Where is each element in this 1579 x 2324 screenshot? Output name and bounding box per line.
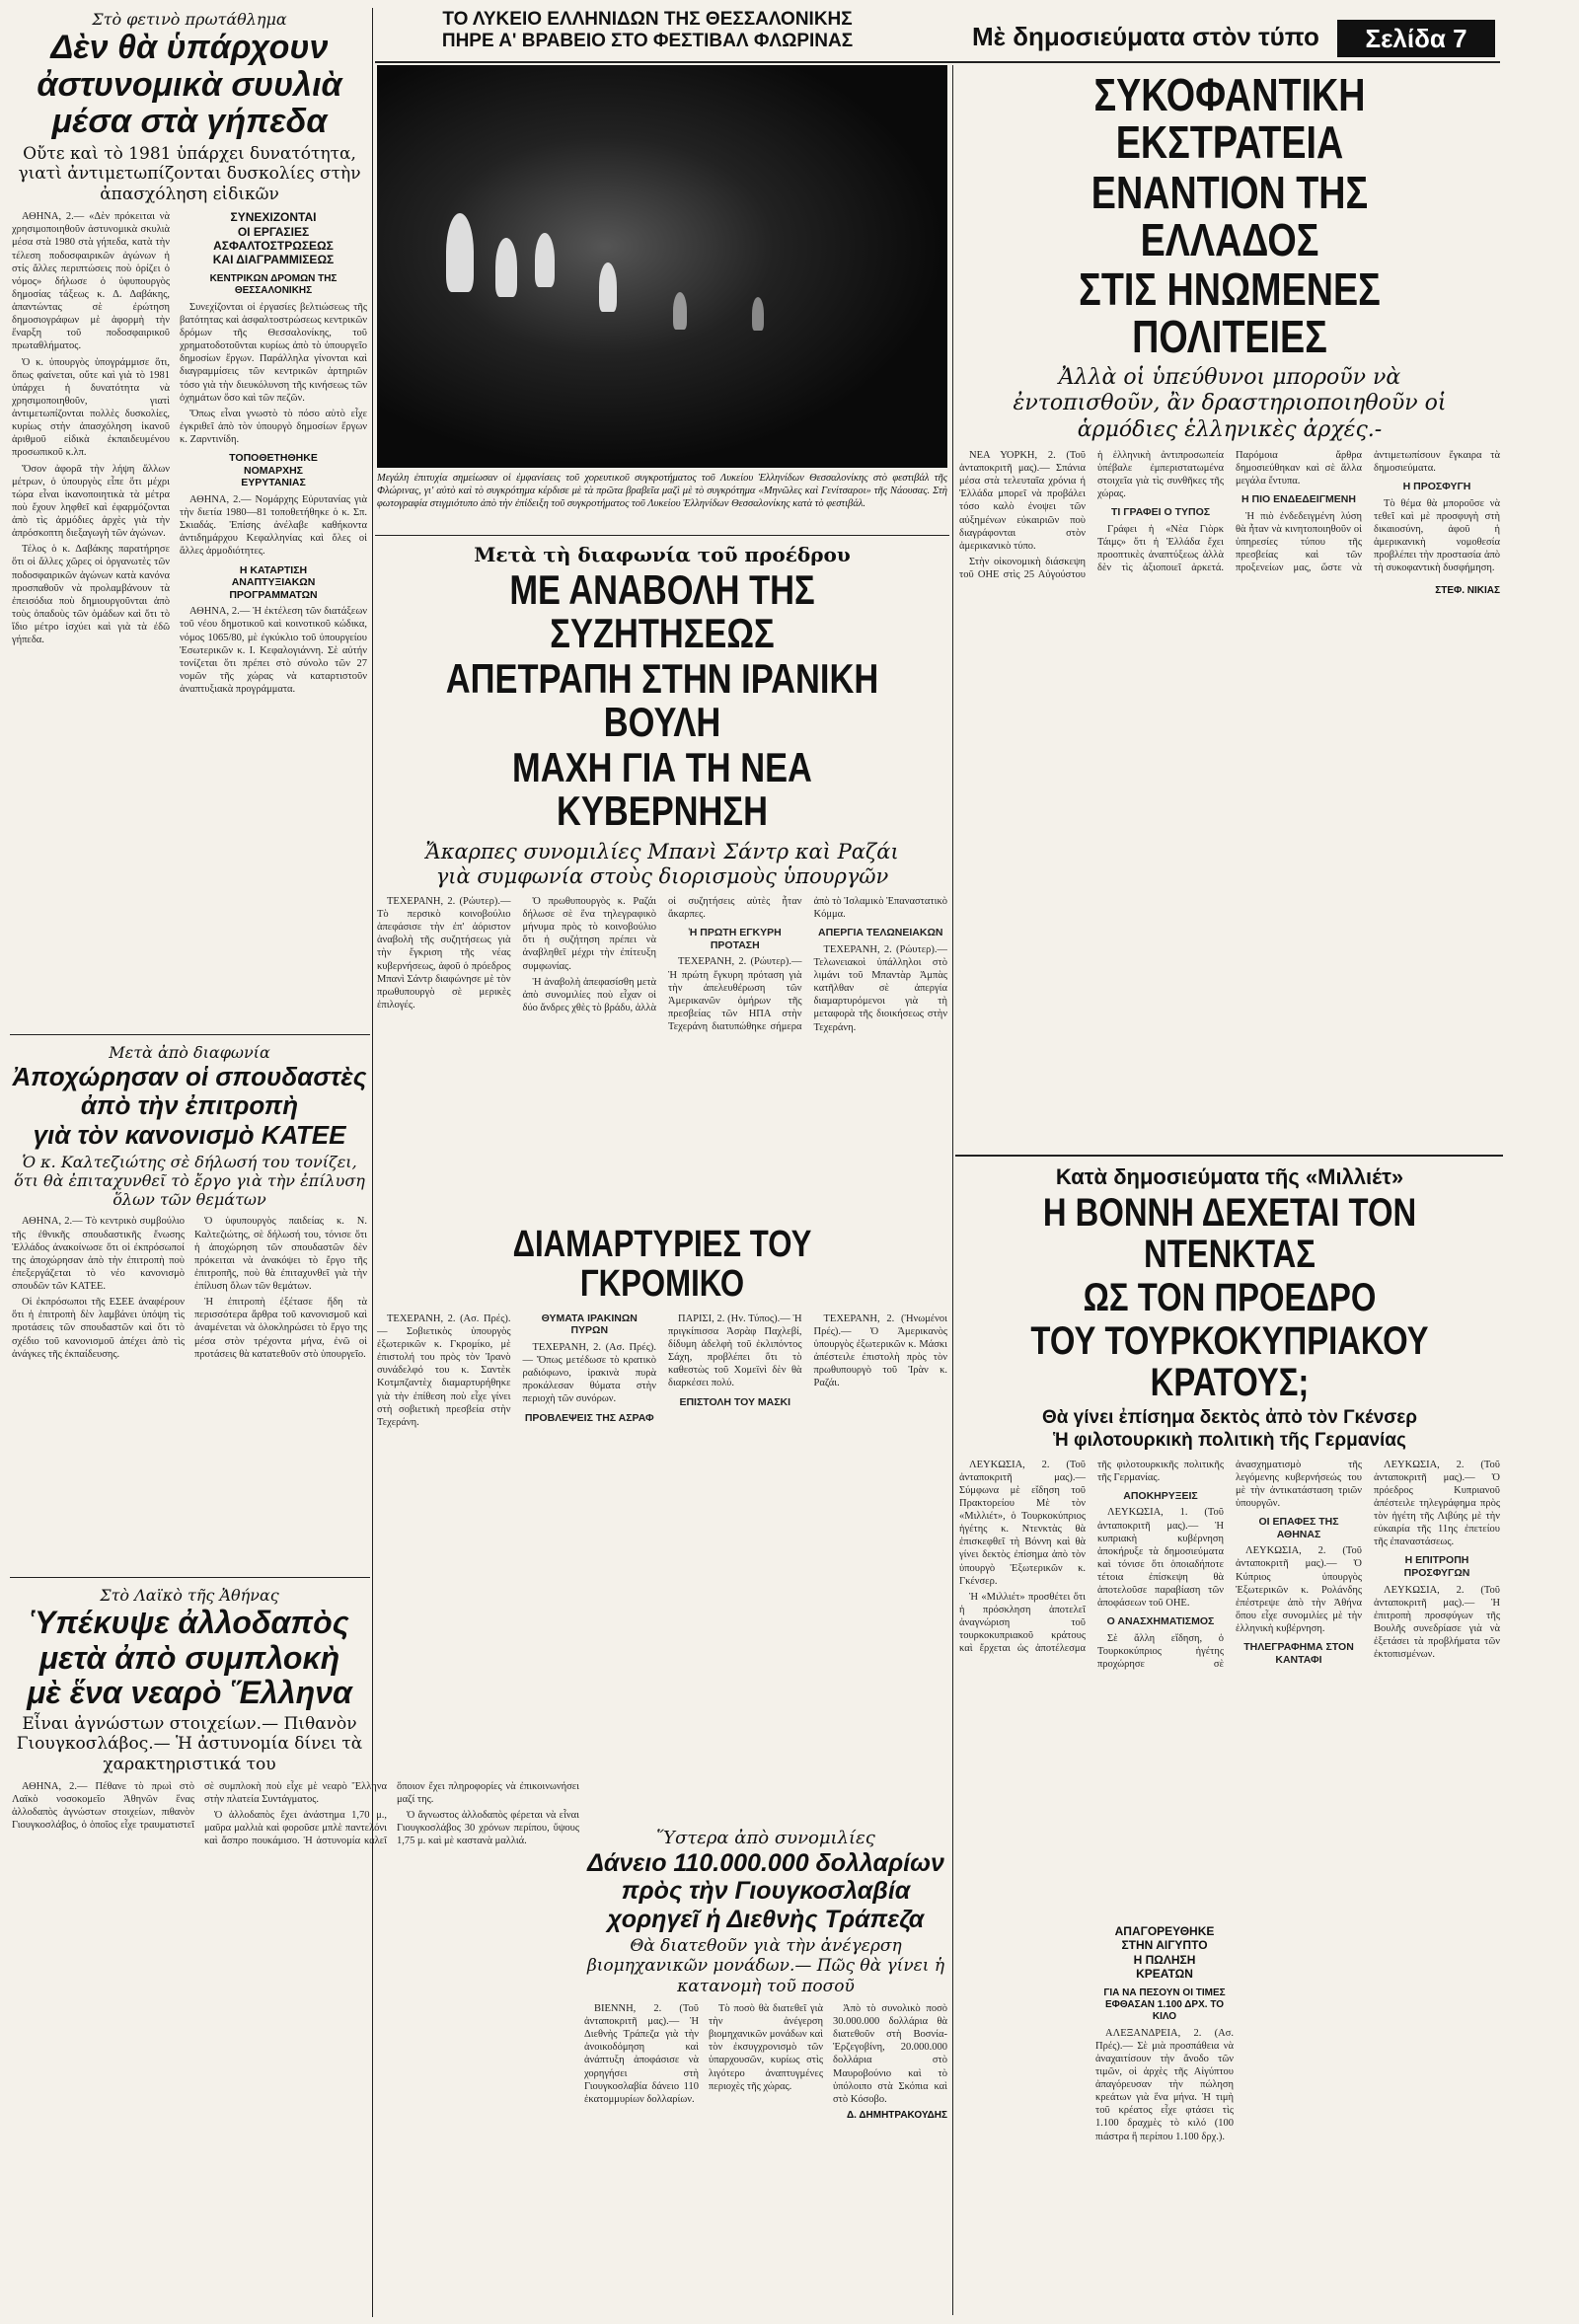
loan-author: Δ. ΔΗΜΗΤΡΑΚΟΥΔΗΣ xyxy=(846,2109,947,2121)
works-headline-line4: ΚΑΙ ΔΙΑΓΡΑΜΜΙΣΕΩΣ xyxy=(212,253,335,267)
loan-headline-line3: χορηγεῖ ἡ Διεθνὴς Τράπεζα xyxy=(607,1905,925,1933)
campaign-inner-heading: ΤΙ ΓΡΑΦΕΙ Ο ΤΥΠΟΣ xyxy=(1110,506,1211,519)
denktash-kicker: Κατὰ δημοσιεύματα τῆς «Μιλλιέτ» xyxy=(1055,1164,1404,1189)
denktash-inner-heading: Η ΕΠΙΤΡΟΠΗ ΠΡΟΣΦΥΓΩΝ xyxy=(1403,1554,1470,1580)
campaign-paragraph: ΝΕΑ ΥΟΡΚΗ, 2. (Τοῦ ἀνταποκριτῆ μας).— Σπάνια μέσα στὰ τελευταῖα χρόνια ἡ Ἑλλάδα μπορεῖ νὰ προβάλει τόσο καλὸ ἐνοψει τῶν αὐξημένων εὐκαιριῶν ποὺ διαγράφονται στὸν ἀμερικανικὸ τύπο. xyxy=(959,449,1086,552)
denktash-paragraph: Ἡ «Μιλλιέτ» προσθέτει ὅτι ἡ πρόσκληση ἀποτελεῖ ἀναγνώριση τοῦ τουρκοκυπριακοῦ κράτους καὶ ἔρχεται ὡς ἀποτέλεσμα τῆς φιλοτουρκικῆς πολιτικῆς τῆς Γερμανίας. xyxy=(959,1459,1224,1655)
campaign-article xyxy=(959,69,1500,1150)
center-header xyxy=(377,8,918,57)
campaign-inner-heading: Η ΠΙΟ ΕΝΔΕΔΕΙΓΜΕΝΗ xyxy=(1241,493,1356,506)
stadium-headline-line1: Δὲν θὰ ὑπάρχουν xyxy=(50,29,329,66)
loan-headline-line2: πρὸς τὴν Γιουγκοσλαβία xyxy=(621,1877,911,1906)
gromyko-paragraph: ΤΕΧΕΡΑΝΗ, 2. (Ασ. Πρές).— Ὅπως μετέδωσε τὸ κρατικὸ ραδιόφωνο, ἰρακινὰ πυρὰ προκάλεσαν θύματα στὴν περιοχὴ τῶν συνόρων. xyxy=(522,1341,656,1405)
meat-headline-line2: ΣΤΗΝ ΑΙΓΥΠΤΟ xyxy=(1121,1938,1208,1953)
denktash-paragraph: ΛΕΥΚΩΣΙΑ, 1. (Τοῦ ἀνταποκριτῆ μας).— Ἡ κυπριακὴ κυβέρνηση ἀποκήρυξε τὰ δημοσιεύματα καὶ τόνισε ὅτι ὁποιαδήποτε τέτοια ἐπίσκεψη θὰ ἀποτελοῦσε παραβίαση τῶν ἀποφάσεων τοῦ ΟΗΕ. xyxy=(1097,1507,1224,1610)
stadium-headline-line3: μέσα στὰ γήπεδα xyxy=(51,103,328,141)
header-rule xyxy=(375,61,1500,63)
students-kicker: Μετὰ ἀπὸ διαφωνία xyxy=(109,1043,270,1062)
festival-title-line1: ΤΟ ΛΥΚΕΙΟ ΕΛΛΗΝΙΔΩΝ ΤΗΣ ΘΕΣΣΑΛΟΝΙΚΗΣ xyxy=(442,9,853,30)
meat-headline-line4: ΚΡΕΑΤΩΝ xyxy=(1136,1967,1193,1982)
stadium-paragraph: ΑΘΗΝΑ, 2.— «Δὲν πρόκειται νὰ χρησιμοποιηθοῦν ἀστυνομικὰ σκυλιὰ μέσα στὰ 1980 στὰ γήπεδα, κατὰ τὴν τέλεση ποδοσφαιρικῶν ἀγώνων ἡ στίς ἄλλες περιπτώσεις ποὺ ὁρίζει ὁ νόμος» δήλωσε ὁ ὑφυπουργὸς δημοσίας τάξεως κ. Δ. Δαβάκης, ἀπαντώντας σὲ ἐρώτηση δημοσιογράφων μὲ ἀφορμὴ τὴν ἔναρξη τοῦ ποδοσφαιρικοῦ πρωταθλήματος. xyxy=(12,211,170,352)
prefect-headline-line3: ΕΥΡΥΤΑΝΙΑΣ xyxy=(241,477,306,489)
meat-headline-line3: Η ΠΩΛΗΣΗ xyxy=(1133,1952,1196,1967)
campaign-paragraph: Στὴν οἰκονομικὴ διάσκεψη τοῦ ΟΗΕ στὶς 25 Αὐγούστου ἡ ἑλληνικὴ ἀντιπροσωπεία ὑπέβαλε ἐμπεριστατωμένα στοιχεῖα γιὰ τὶς συνθῆκες τῆς χώρας. xyxy=(959,449,1224,581)
iran-headline-line3: ΜΑΧΗ ΓΙΑ ΤΗ ΝΕΑ ΚΥΒΕΡΝΗΣΗ xyxy=(512,744,812,835)
dancer-figure xyxy=(599,262,617,312)
meat-paragraph: ΑΛΕΞΑΝΔΡΕΙΑ, 2. (Ασ. Πρές).— Σὲ μιὰ προσπάθεια νὰ ἀναχαιτίσουν τὴν ἄνοδο τῶν τιμῶν, οἱ ἀρχὲς τῆς Αἰγύπτου ἀπαγόρευσαν τὴν πώληση κρεάτων γιὰ ἕνα μήνα. Ἡ τιμὴ τοῦ κρέατος εἶχε φτάσει τὶς 1.100 δραχμὲς τὸ κιλό (100 πιάστρα ἢ περίπου 1.100 δρχ.). xyxy=(1095,2027,1234,2142)
gromyko-article xyxy=(377,1224,947,1697)
foreigner-headline-line3: μὲ ἕνα νεαρὸ Ἕλληνα xyxy=(27,1675,352,1711)
denktash-headline-line3: ΤΟΥ ΤΟΥΡΚΟΚΥΠΡΙΑΚΟΥ ΚΡΑΤΟΥΣ; xyxy=(1030,1319,1429,1404)
works-headline-line1: ΣΥΝΕΧΙΖΟΝΤΑΙ xyxy=(230,210,317,225)
iran-paragraph: ΤΕΧΕΡΑΝΗ, 2. (Ρώυτερ).— Ἡ πρώτη ἔγκυρη πρόταση γιὰ τὴν ἀπελευθέρωση τῶν Ἀμερικανῶν ὁμήρων τῆς πρεσβείας τῶν ΗΠΑ στὴν Τεχεράνη διατυπώθηκε σήμερα ἀπὸ τὸ Ἰσλαμικὸ Ἐπαναστατικὸ Κόμμα. xyxy=(668,895,947,1032)
foreigner-headline-line2: μετὰ ἀπὸ συμπλοκὴ xyxy=(38,1639,340,1676)
iran-subhead-line2: γιὰ συμφωνία στοὺς διορισμοὺς ὑπουργῶν xyxy=(435,863,889,888)
dancer-figure xyxy=(752,297,764,331)
foreigner-paragraph: Ὁ ἄγνωστος ἀλλοδαπὸς φέρεται νὰ εἶναι Γιουγκοσλάβος 30 χρόνων περίπου, ὕψους 1,75 μ. καὶ μὲ καστανὰ μαλλιά. xyxy=(397,1810,579,1847)
loan-kicker: Ὕστερα ἀπὸ συνομιλίες xyxy=(656,1828,875,1848)
students-paragraph: ΑΘΗΝΑ, 2.— Τὸ κεντρικὸ συμβούλιο τῆς ἐθνικῆς σπουδαστικῆς ἕνωσης Ἑλλάδος ἀνακοίνωσε ὅτι οἱ ἐκπρόσωποί της ἀποχώρησαν ἀπὸ τὴν ἐπιτροπὴ ποὺ ἐπεξεργάζεται τὸ νέο κανονισμὸ σπουδῶν τῶν ΚΑΤΕΕ. xyxy=(12,1216,185,1293)
iran-paragraph: ΤΕΧΕΡΑΝΗ, 2. (Ρώυτερ).— Τελωνειακοὶ ὑπάλληλοι στὸ λιμάνι τοῦ Μπαντὰρ Ἀμπὰς κατῆλθαν σὲ ἀπεργία διαμαρτυρόμενοι γιὰ τὴ μεταφορὰ τῆς διοικήσεως στὴν Τεχεράνη. xyxy=(813,943,947,1033)
campaign-body xyxy=(959,449,1500,581)
loan-article xyxy=(584,1826,947,2319)
stadium-kicker: Στὸ φετινὸ πρωτάθλημα xyxy=(92,10,287,29)
stadium-headline-line2: ἀστυνομικὰ συυλιὰ xyxy=(37,65,342,104)
loan-paragraph: Τὸ ποσὸ θὰ διατεθεῖ γιὰ τὴν ἀνέγερση βιομηχανικῶν μονάδων καὶ τὸν ἐκσυγχρονισμὸ τῶν ὑπαρχουσῶν, κυρίως στὶς λιγότερο ἀναπτυγμένες περιοχὲς τῆς χώρας. xyxy=(709,2002,823,2092)
iran-inner-heading: Ἡ ΠΡΩΤΗ ΕΓΚΥΡΗ ΠΡΟΤΑΣΗ xyxy=(688,927,782,951)
stadium-paragraph: Τέλος ὁ κ. Δαβάκης παρατήρησε ὅτι οἱ ἄλλες χῶρες οἱ ὀργανωτὲς τῶν ποδοσφαιρικῶν ἀγώνων κατὰ κανόνα προσπαθοῦν νὰ προλαμβάνουν τὰ ἐπεισόδια ποὺ δημιουργοῦνται ἀπὸ τοὺς ὀπαδοὺς τῶν ὁμάδων καὶ ὅτι τὸ ἴδιο μέτρο ἰσχύει καὶ γιὰ τὰ ἐδῶ γήπεδα. xyxy=(12,544,170,646)
loan-headline-line1: Δάνειο 110.000.000 δολλαρίων xyxy=(587,1849,944,1877)
loan-paragraph: ΒΙΕΝΝΗ, 2. (Τοῦ ἀνταποκριτῆ μας).— Ἡ Διεθνὴς Τράπεζα γιὰ τὴν ἀνοικοδόμηση καὶ ἀνάπτυξη ἀποφάσισε νὰ χορηγήσει στὴ Γιουγκοσλαβία δάνειο 110 ἑκατομμυρίων δολλαρίων. xyxy=(584,2002,699,2105)
gromyko-headline: ΔΙΑΜΑΡΤΥΡΙΕΣ ΤΟΥ ΓΚΡΟΜΙΚΟ xyxy=(512,1224,812,1305)
loan-body xyxy=(584,2002,947,2106)
foreigner-body xyxy=(12,1780,579,1848)
gromyko-paragraph: ΠΑΡΙΣΙ, 2. (Ην. Τύπος).— Ἡ πριγκίπισσα Ἀσρὰφ Παχλεβί, δίδυμη ἀδελφὴ τοῦ ἐκλιπόντος Σάχη, προβλέπει ὅτι τὸ καθεστὼς τοῦ Χομεϊνὶ δὲν θὰ διαρκέσει πολύ. xyxy=(668,1312,802,1389)
iran-subhead-line1: Ἄκαρπες συνομιλίες Μπανὶ Σάντρ καὶ Ραζάι xyxy=(425,839,899,863)
denktash-subhead-line1: Θὰ γίνει ἐπίσημα δεκτὸς ἀπὸ τὸν Γκένσερ xyxy=(1041,1407,1418,1428)
works-article xyxy=(180,210,367,699)
section-rule xyxy=(10,1034,370,1035)
programs-paragraph: ΑΘΗΝΑ, 2.— Ἡ ἐκτέλεση τῶν διατάξεων τοῦ νέου δημοτικοῦ καὶ κοινοτικοῦ κώδικα, νόμος 1065/80, μὲ ἐγκύκλιο τοῦ ὑπουργείου Ἐσωτερικῶν κ. Ι. Κεφαλογιάννη. Σὲ αὐτήν τονίζεται ὅτι πρέπει στὸ σύνολο τῶν 27 νομῶν τῆς χώρας νὰ καταρτιστοῦν ἀναπτυξιακὰ προγράμματα. xyxy=(180,606,367,696)
campaign-paragraph: Τὸ θέμα θὰ μποροῦσε νὰ τεθεῖ καὶ μὲ προσφυγὴ στὴ δικαιοσύνη, ἀφοῦ ἡ ἀμερικανικὴ νομοθεσία προβλέπει τὴν προστασία ἀπὸ τὴ συκοφαντικὴ δυσφήμηση. xyxy=(1374,497,1500,574)
students-headline-line2: ἀπὸ τὴν ἐπιτροπὴ xyxy=(80,1090,299,1121)
dancer-figure xyxy=(673,292,687,330)
column-rule xyxy=(952,65,953,2315)
students-paragraph: Ἡ ἐπιτροπὴ ἐξέτασε ἤδη τὰ περισσότερα ἄρθρα τοῦ κανονισμοῦ καὶ ἀναμένεται νὰ ὁλοκληρώσει τὸ ἔργο της μέσα στὸν τρέχοντα μήνα, ἐνῶ οἱ προτάσεις θὰ κατατεθοῦν στὸ ὑπουργεῖο. xyxy=(194,1297,367,1360)
campaign-headline-line2: ΕΝΑΝΤΙΟΝ ΤΗΣ ΕΛΛΑΔΟΣ xyxy=(1090,166,1369,265)
photo-caption: Μεγάλη ἐπιτυχία σημείωσαν οἱ ἐμφανίσεις τοῦ χορευτικοῦ συγκροτήματος τοῦ Λυκείου Ἑλληνίδων Θεσσαλονίκης στὸ φεστιβάλ τῆς Φλώρινας, γι' αὐτὸ καὶ τὸ συγκρότημα κέρδισε μὲ τὰ πρῶτα βραβεῖα μαζὶ μὲ τὸ συγκρότημα «Μηνῶλες καὶ Γενίτσαροι» τῆς Νάουσας. Στὴ φωτογραφία στιγμιότυπο ἀπὸ τὴν ἐπίδειξη τοῦ συγκροτήματος τοῦ Λυκείου Ἑλληνίδων Θεσσαλονίκης κατὰ τὸ φεστιβάλ. xyxy=(377,473,947,510)
denktash-paragraph: ΛΕΥΚΩΣΙΑ, 2. (Τοῦ ἀνταποκριτῆ μας).— Ἡ ἐπιτροπὴ προσφύγων τῆς Βουλῆς συνεδρίασε γιὰ νὰ ἐξετάσει τὰ προβλήματα τῶν ἐκτοπισμένων. xyxy=(1374,1584,1500,1661)
denktash-paragraph: ΛΕΥΚΩΣΙΑ, 2. (Τοῦ ἀνταποκριτῆ μας).— Σύμφωνα μὲ εἴδηση τοῦ Πρακτορείου Μὲ τὸν «Μιλλιέτ», ὁ Τουρκοκύπριος ἡγέτης κ. Ντενκτὰς θὰ ἐπισκεφθεῖ τὴ Βόννη καὶ θὰ γίνει δεκτὸς ἐπίσημα ἀπὸ τὸν ὑπουργὸ Ἐξωτερικῶν κ. Γκένσερ. xyxy=(959,1459,1086,1587)
prefect-headline-line2: ΝΟΜΑΡΧΗΣ xyxy=(244,464,303,477)
section-rule xyxy=(375,535,949,536)
iran-paragraph: Ἡ ἀναβολὴ ἀπεφασίσθη μετὰ ἀπὸ συνομιλίες ποὺ εἶχαν οἱ δύο ἄνδρες χθὲς τὸ βράδυ, ἀλλὰ οἱ συζητήσεις αὐτὲς ἦταν ἄκαρπες. xyxy=(522,895,802,1013)
programs-headline-line1: Η ΚΑΤΑΡΤΙΣΗ xyxy=(239,563,308,576)
students-article xyxy=(12,1041,367,1574)
loan-subhead: Θὰ διατεθοῦν γιὰ τὴν ἀνέγερση βιομηχανικῶν μονάδων.— Πῶς θὰ γίνει ἡ κατανομὴ τοῦ ποσοῦ xyxy=(586,1935,945,1996)
meat-article xyxy=(1095,1924,1234,2319)
gromyko-inner-heading: ΘΥΜΑΤΑ ΙΡΑΚΙΝΩΝ ΠΥΡΩΝ xyxy=(541,1312,638,1337)
gromyko-paragraph: ΤΕΧΕΡΑΝΗ, 2. (Ασ. Πρές).— Σοβιετικὸς ὑπουργὸς ἐξωτερικῶν κ. Γκρομίκο, μὲ ἐπιστολή του πρὸς τὸν Ἰρανὸ συνάδελφό του κ. Σαντὲκ Κοτμπζαντὲχ διαμαρτυρήθηκε γιὰ τὴν ἐπίθεση ποὺ εἶχε γίνει στὴ σοβιετικὴ πρεσβεία στὴν Τεχεράνη. xyxy=(377,1312,511,1428)
stadium-body xyxy=(12,210,170,699)
foreigner-kicker: Στὸ Λαϊκὸ τῆς Ἀθήνας xyxy=(100,1586,279,1605)
iran-headline-line2: ΑΠΕΤΡΑΠΗ ΣΤΗΝ ΙΡΑΝΙΚΗ ΒΟΥΛΗ xyxy=(445,655,879,746)
iran-body xyxy=(377,895,947,1034)
iran-paragraph: ΤΕΧΕΡΑΝΗ, 2. (Ρώυτερ).— Τὸ περσικὸ κοινοβούλιο ἀπεφάσισε τὴν ἐπ' ἀόριστον ἀναβολὴ τῆς συζητήσεως γιὰ τὴν ἔγκριση τῆς νέας κυβερνήσεως, ἀφοῦ ὁ πρόεδρος Μπανὶ Σάντρ διαφώνησε μὲ τὸν πρωθυπουργὸ σὲ μερικὲς ἐπιλογές. xyxy=(377,895,511,1011)
denktash-inner-heading: ΑΠΟΚΗΡΥΞΕΙΣ xyxy=(1123,1489,1198,1502)
students-headline-line1: Ἀποχώρησαν οἱ σπουδαστὲς xyxy=(12,1062,367,1091)
press-label: Μὲ δημοσιεύματα στὸν τύπο xyxy=(972,22,1319,51)
meat-subhead: ΓΙΑ ΝΑ ΠΕΣΟΥΝ ΟΙ ΤΙΜΕΣ ΕΦΘΑΣΑΝ 1.100 ΔΡΧ. ΤΟ ΚΙΛΟ xyxy=(1103,1987,1226,2022)
stadium-subhead: Οὔτε καὶ τὸ 1981 ὑπάρχει δυνατότητα, γιατὶ ἀντιμετωπίζονται δυσκολίες στὴν ἀπασχόληση εἰδικῶν xyxy=(18,144,361,204)
iran-inner-heading: ΑΠΕΡΓΙΑ ΤΕΛΩΝΕΙΑΚΩΝ xyxy=(818,927,943,939)
denktash-inner-heading: ΤΗΛΕΓΡΑΦΗΜΑ ΣΤΟΝ ΚΑΝΤΑΦΙ xyxy=(1243,1641,1354,1666)
students-subhead: Ὁ κ. Καλτεζιώτης σὲ δήλωσή του τονίζει, ὅτι θὰ ἐπιταχυνθεῖ τὸ ἔργο γιὰ τὴν ἐπίλυση ὅλων τῶν θεμάτων xyxy=(14,1152,365,1210)
prefect-headline-line1: ΤΟΠΟΘΕΤΗΘΗΚΕ xyxy=(229,452,318,465)
iran-paragraph: Ὁ πρωθυπουργὸς κ. Ραζάι δήλωσε σὲ ἕνα τηλεγραφικὸ μήνυμα πρὸς τὸ κοινοβούλιο ὅτι ἡ συζήτηση πρέπει νὰ ἀναβληθεῖ μέχρι τὴν ἐπίτευξη συμφωνίας. xyxy=(522,895,656,972)
gromyko-inner-heading: ΕΠΙΣΤΟΛΗ ΤΟΥ ΜΑΣΚΙ xyxy=(679,1395,791,1408)
denktash-headline-line1: Η ΒΟΝΝΗ ΔΕΧΕΤΑΙ ΤΟΝ ΝΤΕΝΚΤΑΣ xyxy=(1042,1191,1417,1276)
campaign-paragraph: Γράφει ἡ «Νὲα Γιὸρκ Τάιμς» ὅτι ἡ Ἑλλάδα ἔχει προοπτικὲς ἀναπτύξεως ἀλλὰ δὲν τὶς ἀξιοποιεῖ ἀρκετά. Παρόμοια ἄρθρα δημοσιεύθηκαν καὶ σὲ ἄλλα μεγάλα ἔντυπα. xyxy=(1097,449,1362,574)
foreigner-paragraph: Ὁ ἀλλοδαπὸς ἔχει ἀνάστημα 1,70 μ., μαῦρα μαλλιὰ καὶ φοροῦσε μπλὲ παντελόνι καὶ ἄσπρο πουκάμισο. Ἡ ἀστυνομία καλεῖ ὅποιον ἔχει πληροφορίες νὰ ἐπικοινωνήσει μαζί της. xyxy=(204,1780,579,1847)
denktash-paragraph: ΛΕΥΚΩΣΙΑ, 2. (Τοῦ ἀνταποκριτῆ μας).— Ὁ πρόεδρος Κυπριανοῦ ἀπέστειλε τηλεγράφημα πρὸς τὸν ἡγέτη τῆς Λιβύης μὲ τὴν εὐκαιρία τῆς 11ης ἐπετείου τῆς ἐπαναστάσεως. xyxy=(1374,1459,1500,1548)
foreigner-paragraph: ΑΘΗΝΑ, 2.— Πέθανε τὸ πρωὶ στὸ Λαϊκὸ νοσοκομεῖο Ἀθηνῶν ἕνας ἀλλοδαπὸς ἀγνώστων στοιχείων, πιθανὸν Γιουγκοσλάβος, ὁ ὁποῖος εἶχε τραυματιστεῖ σὲ συμπλοκὴ ποὺ εἶχε μὲ νεαρὸ Ἕλληνα στὴν πλατεία Συντάγματος. xyxy=(12,1780,387,1832)
denktash-headline-line2: ΩΣ ΤΟΝ ΠΡΟΕΔΡΟ xyxy=(1083,1276,1377,1319)
section-rule xyxy=(10,1577,370,1578)
works-subhead: ΚΕΝΤΡΙΚΩΝ ΔΡΟΜΩΝ ΤΗΣ ΘΕΣΣΑΛΟΝΙΚΗΣ xyxy=(209,272,338,296)
stadium-paragraph: Ὁ κ. ὑπουργὸς ὑπογράμμισε ὅτι, ὅπως φαίνεται, οὔτε καὶ γιὰ τὸ 1981 ὑπάρχει ἡ δυνατότητα νὰ χρησιμοποιηθοῦν, γιατὶ ἀντιμετωπίζονται πολλὲς δυσκολίες, κυρίως στὴν ἀπασχόληση ἱκανοῦ ἀριθμοῦ εἰδικὰ ἐκπαιδευμένου προσωπικοῦ κ.λπ. xyxy=(12,356,170,459)
denktash-inner-heading: ΟΙ ΕΠΑΦΕΣ ΤΗΣ ΑΘΗΝΑΣ xyxy=(1258,1516,1339,1540)
works-paragraph: Ὅπως εἶναι γνωστὸ τὸ πόσο αὐτὸ εἶχε ἐγκριθεῖ ἀπὸ τὸν ὑπουργὸ δημοσίων ἔργων κ. Ζαρντινίδη. xyxy=(180,408,367,446)
campaign-inner-heading: Η ΠΡΟΣΦΥΓΗ xyxy=(1402,481,1471,493)
students-paragraph: Ὁ ὑφυπουργὸς παιδείας κ. Ν. Καλτεζιώτης, σὲ δήλωσή του, τόνισε ὅτι ἡ ἀποχώρηση τῶν σπουδαστῶν δὲν πρόκειται νὰ ἀνακόψει τὸ ἔργο τῆς ἐπιτροπῆς, ποὺ θὰ ἐπιταχυνθεῖ γιὰ τὴν ἐπίλυση ὅλων τῶν θεμάτων. xyxy=(194,1216,367,1293)
denktash-inner-heading: Ο ΑΝΑΣΧΗΜΑΤΙΣΜΟΣ xyxy=(1106,1615,1215,1628)
campaign-paragraph: Ἡ πιὸ ἐνδεδειγμένη λύση θὰ ἦταν νὰ κινητοποιηθοῦν οἱ ὑπηρεσίες τύπου τῆς πρεσβείας καὶ τῶν προξενείων μας, ὥστε νὰ ἀντιμετωπίσουν ἔγκαιρα τὰ δημοσιεύματα. xyxy=(1236,449,1500,574)
programs-headline-line3: ΠΡΟΓΡΑΜΜΑΤΩΝ xyxy=(229,588,318,601)
programs-headline-line2: ΑΝΑΠΤΥΞΙΑΚΩΝ xyxy=(231,576,316,589)
campaign-subhead: Ἀλλὰ οἱ ὑπεύθυνοι μποροῦν νὰ ἐντοπισθοῦν, ἂν δραστηριοποιηθοῦν οἱ ἁρμόδιες ἑλληνικὲς ἀρχές.- xyxy=(1013,364,1447,442)
students-headline-line3: γιὰ τὸν κανονισμὸ ΚΑΤΕΕ xyxy=(33,1119,346,1150)
meat-headline-line1: ΑΠΑΓΟΡΕΥΘΗΚΕ xyxy=(1114,1924,1215,1938)
stadium-paragraph: Ὅσον ἀφορᾶ τὴν λήψη ἄλλων μέτρων, ὁ ὑπουργὸς εἶπε ὅτι μέχρι τώρα εἶναι ἱκανοποιητικὰ τὰ μέτρα ποὺ ἔχουν ληφθεῖ καὶ ἐφαρμόζονται ἀπὸ τὶς ἀρμόδιες ἀρχὲς γιὰ τὴν ἀπρόσκοπτη διεξαγωγὴ τῶν ἀγώνων. xyxy=(12,463,170,540)
gromyko-paragraph: ΤΕΧΕΡΑΝΗ, 2. (Ἠνωμένοι Πρές).— Ὁ Ἀμερικανὸς ὑπουργὸς ἐξωτερικῶν κ. Μάσκι ἀπέστειλε ἐπιστολὴ πρὸς τὸν πρωθυπουργὸ τοῦ Ἰρὰν κ. Ραζάι. xyxy=(813,1312,947,1389)
iran-headline-line1: ΜΕ ΑΝΑΒΟΛΗ ΤΗΣ ΣΥΖΗΤΗΣΕΩΣ xyxy=(509,566,815,657)
iran-kicker: Μετὰ τὴ διαφωνία τοῦ προέδρου xyxy=(474,543,851,566)
works-headline-line3: ΑΣΦΑΛΤΟΣΤΡΩΣΕΩΣ xyxy=(213,239,334,254)
festival-photo xyxy=(377,65,947,468)
foreigner-headline-line1: Ὑπέκυψε ἀλλοδαπὸς xyxy=(30,1605,349,1640)
dancer-figure xyxy=(446,213,474,292)
section-rule xyxy=(955,1155,1503,1157)
campaign-headline-line3: ΣΤΙΣ ΗΝΩΜΕΝΕΣ ΠΟΛΙΤΕΙΕΣ xyxy=(1079,263,1381,363)
prefect-paragraph: ΑΘΗΝΑ, 2.— Νομάρχης Εὐρυτανίας γιὰ τὴν διετία 1980—81 τοποθετήθηκε ὁ κ. Σπ. Σκιαδάς. Ἐπίσης ἀνέλαβε καθήκοντα ἀντιδημάρχου Κεφαλληνίας καὶ ὅλες οἱ ἄλλες ἀρμοδιότητες. xyxy=(180,493,367,558)
loan-paragraph: Ἀπὸ τὸ συνολικὸ ποσὸ 30.000.000 δολλάρια θὰ διατεθοῦν στὴ Βοσνία-Ἐρζεγοβίνη, 20.000.000 δολλάρια στὸ Μαυροβούνιο καὶ τὸ ὑπόλοιπο στὰ Σκόπια καὶ στὸ Κόσοβο. xyxy=(833,2002,947,2105)
denktash-subhead-line2: Ἡ φιλοτουρκικὴ πολιτικὴ τῆς Γερμανίας xyxy=(1053,1429,1406,1451)
students-paragraph: Οἱ ἐκπρόσωποι τῆς ΕΣΕΕ ἀναφέρουν ὅτι ἡ ἐπιτροπὴ δὲν λαμβάνει ὑπόψη τὶς προτάσεις τῶν σπουδαστῶν καὶ ὅτι τὸ σχέδιο τοῦ κανονισμοῦ ἀπέχει ἀπὸ τὶς ἀνάγκες τῆς ἐκπαίδευσης. xyxy=(12,1297,185,1360)
works-paragraph: Συνεχίζονται οἱ ἐργασίες βελτιώσεως τῆς βατότητας καὶ ἀσφαλτοστρώσεως κεντρικῶν δρόμων τῆς Θεσσαλονίκης, τοῦ χρηματοδοτοῦνται κυρίως ἀπὸ τὸ ὑπουργεῖο δημοσίων ἔργων. Παράλληλα γίνονται καὶ διαγραμμίσεις τῶν κεντρικῶν ἀρτηριῶν τόσο γιὰ τὴν διευκόλυνση τῆς κινήσεως τῶν ὀχημάτων ὅσο καὶ τῶν πεζῶν. xyxy=(180,301,367,404)
denktash-paragraph: ΛΕΥΚΩΣΙΑ, 2. (Τοῦ ἀνταποκριτῆ μας).— Ὁ Κύπριος ὑπουργὸς Ἐξωτερικῶν κ. Ρολάνδης ἐπέστρεψε ἀπὸ τὴν Ἀθήνα ὅπου εἶχε συνομιλίες μὲ τὴν ἑλληνικὴ κυβέρνηση. xyxy=(1236,1545,1362,1635)
foreigner-subhead: Εἶναι ἀγνώστων στοιχείων.— Πιθανὸν Γιουγκοσλάβος.— Ἡ ἀστυνομία δίνει τὰ χαρακτηριστικά του xyxy=(16,1713,363,1774)
denktash-paragraph: Σὲ ἄλλη εἴδηση, ὁ Τουρκοκύπριος ἡγέτης προχώρησε σὲ ἀνασχηματισμὸ τῆς λεγόμενης κυβερνήσεώς του μὲ τὴν ἀντικατάσταση τριῶν ὑπουργῶν. xyxy=(1097,1459,1362,1671)
students-body xyxy=(12,1215,367,1363)
denktash-article xyxy=(959,1162,1500,1883)
dancer-figure xyxy=(495,238,517,297)
denktash-body xyxy=(959,1459,1500,1672)
works-headline-line2: ΟΙ ΕΡΓΑΣΙΕΣ xyxy=(237,224,310,239)
gromyko-inner-heading: ΠΡΟΒΛΕΨΕΙΣ ΤΗΣ ΑΣΡΑΦ xyxy=(524,1411,654,1424)
iran-article xyxy=(377,541,947,1222)
campaign-headline-line1: ΣΥΚΟΦΑΝΤΙΚΗ ΕΚΣΤΡΑΤΕΙΑ xyxy=(1093,69,1366,169)
dancer-figure xyxy=(535,233,555,287)
festival-title-line2: ΠΗΡΕ Α' ΒΡΑΒΕΙΟ ΣΤΟ ΦΕΣΤΙΒΑΛ ΦΛΩΡΙΝΑΣ xyxy=(441,30,854,51)
gromyko-body xyxy=(377,1312,947,1429)
page-number-badge: Σελίδα 7 xyxy=(1337,20,1495,57)
campaign-author: ΣΤΕΦ. ΝΙΚΙΑΣ xyxy=(1435,585,1500,597)
stadium-article xyxy=(12,8,367,1029)
